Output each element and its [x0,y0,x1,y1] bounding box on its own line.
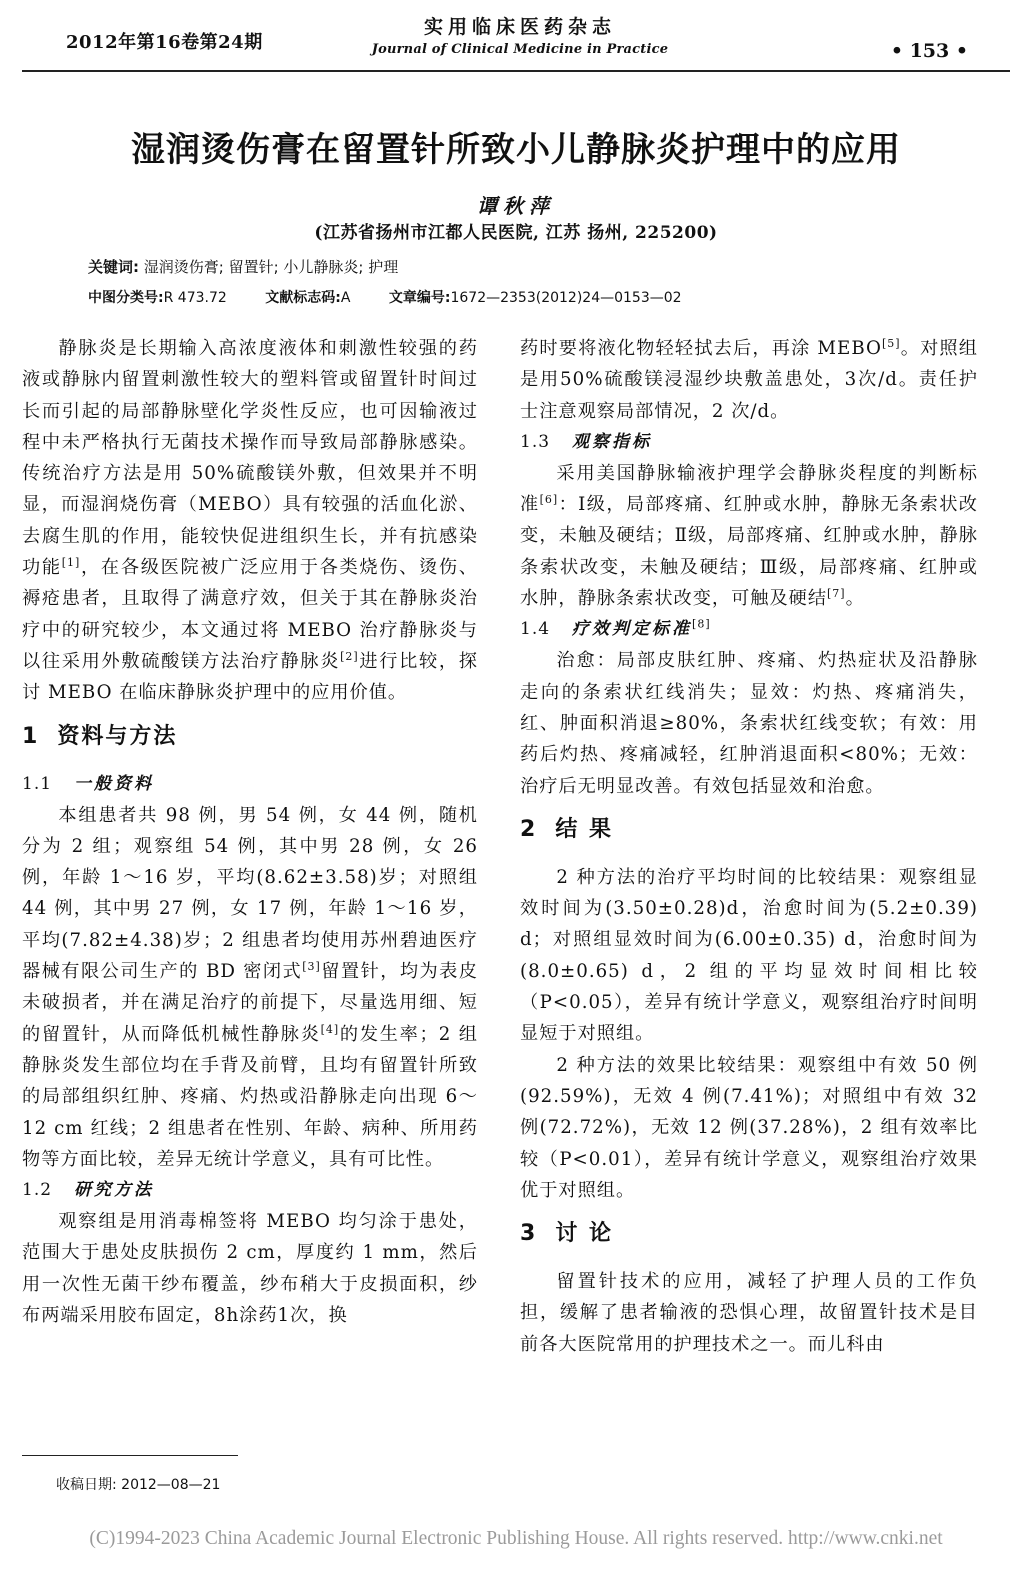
journal-masthead [300,12,740,57]
intro-paragraph: 静脉炎是长期输入高浓度液体和刺激性较强的药液或静脉内留置刺激性较大的塑料管或留置针时间过长而引起的局部静脉壁化学炎性反应，也可因输液过程中未严格执行无菌技术操作而导致局部静脉感染。传统治疗方法是用 50%硫酸镁外敷，但效果并不明显，而湿润烧伤膏（MEBO）具有较强的活血化淤、去腐生肌的作用，能较快促进组织生长，并有抗感染功能[1]，在各级医院被广泛应用于各类烧伤、烫伤、褥疮患者，且取得了满意疗效，但关于其在静脉炎治疗中的研究较少，本文通过将 MEBO 治疗静脉炎与以往采用外敷硫酸镁方法治疗静脉炎[2]进行比较，探讨 MEBO 在临床静脉炎护理中的应用价值。 [22,338,478,704]
section-1-3-heading: 1.3 观察指标 [520,431,653,452]
section-1-1-paragraph: 本组患者共 98 例，男 54 例，女 44 例，随机分为 2 组；观察组 54 例，其中男 28 例，女 26 例，年龄 1～16 岁，平均(8.62±3.58)岁；对照组 44 例，其中男 27 例，女 17 例，年龄 1～16 岁，平均(7.82±4.38)岁；2 组患者均使用苏州碧迪医疗器械有限公司生产的 BD 密闭式[3]留置针，均为表皮未破损者，并在满足治疗的前提下，尽量选用细、短的留置针，从而降低机械性静脉炎[4]的发生率；2 组静脉炎发生部位均在手背及前臂，且均有留置针所致的局部组织红肿、疼痛、灼热或沿静脉走向出现 6～12 cm 红线；2 组患者在性别、年龄、病种、所用药物等方面比较，差异无统计学意义，具有可比性。 [22,804,478,1170]
section-1-4-paragraph: 治愈：局部皮肤红肿、疼痛、灼热症状及沿静脉走向的条索状红线消失；显效：灼热、疼痛消失，红、肿面积消退≥80%，条索状红线变软；有效：用药后灼热、疼痛减轻，红肿消退面积<80%；无效：治疗后无明显改善。有效包括显效和治愈。 [520,650,978,797]
ref-5: [5] [881,336,901,350]
issue-info: 2012年第16卷第24期 [66,32,263,53]
section-1-2-heading: 1.2 研究方法 [22,1180,155,1201]
section-1-2-continued: 药时要将液化物轻轻拭去后，再涂 MEBO[5]。对照组是用50%硫酸镁浸湿纱块敷盖患处，3次/d。责任护士注意观察局部情况，2 次/d。 [520,336,978,422]
ref-2: [2] [340,649,359,663]
ref-7: [7] [827,587,846,601]
author-affiliation: (江苏省扬州市江都人民医院, 江苏 扬州, 225200) [314,223,718,243]
article-author: 谭秋萍 [477,194,555,218]
page-number: • 153 • [890,40,968,62]
ref-1: [1] [61,556,81,570]
copyright-watermark: (C)1994-2023 China Academic Journal Electronic Publishing House. All rights reserved. http://www.cnki.net [89,1528,943,1549]
ref-8: [8] [692,617,711,631]
class-label: 中图分类号: [88,290,164,306]
section-1-4-heading: 1.4 疗效判定标准[8] [520,617,711,640]
received-date: 收稿日期: 2012—08—21 [56,1477,221,1493]
section-1-heading: 1 资料与方法 [22,723,178,749]
footnote-divider [22,1455,238,1456]
doc-code-value: A [340,290,351,306]
keywords-line [88,256,398,277]
section-2-heading: 2 结 果 [520,816,613,842]
journal-title-en: Journal of Clinical Medicine in Practice [371,42,669,57]
discussion-paragraph: 留置针技术的应用，减轻了护理人员的工作负担，缓解了患者输液的恐惧心理，故留置针技术是目前各大医院常用的护理技术之一。而儿科由 [520,1271,978,1355]
section-1-1-heading: 1.1 一般资料 [22,773,155,794]
section-1-2-paragraph: 观察组是用消毒棉签将 MEBO 均匀涂于患处，范围大于患处皮肤损伤 2 cm，厚度约 1 mm，然后用一次性无菌干纱布覆盖，纱布稍大于皮损面积，纱布两端采用胶布固定，8h涂药1次，换 [22,1211,478,1327]
ref-6: [6] [539,493,559,507]
classification-line [88,287,716,307]
journal-title-cn: 实用临床医药杂志 [423,16,616,38]
results-paragraph-2: 2 种方法的效果比较结果：观察组中有效 50 例(92.59%)，无效 4 例(7.41%)；对照组中有效 32 例(72.72%)，无效 12 例(37.28%)，2 组有效率比较（P<0.01），差异有统计学意义，观察组治疗效果优于对照组。 [520,1054,978,1201]
article-no-value: 1672—2353(2012)24—0153—02 [450,290,682,306]
class-value: R 473.72 [163,290,227,306]
article-title: 湿润烫伤膏在留置针所致小儿静脉炎护理中的应用 [131,130,901,170]
right-column [520,333,978,1360]
results-paragraph-1: 2 种方法的治疗平均时间的比较结果：观察组显效时间为(3.50±0.28)d，治愈时间为(5.2±0.39) d；对照组显效时间为(6.00±0.35) d，治愈时间为(8.0±0.65) d，2 组的平均显效时间相比较（P<0.05），差异有统计学意义，观察组治疗时间明显短于对照组。 [520,866,978,1045]
header-divider [22,70,1010,72]
article-no-label: 文章编号: [388,290,451,306]
ref-3: [3] [302,959,321,973]
section-3-heading: 3 讨 论 [520,1221,613,1247]
keywords-label: 关键词: [88,258,139,276]
ref-4: [4] [320,1022,340,1036]
keywords-value: 湿润烫伤膏; 留置针; 小儿静脉炎; 护理 [143,258,399,276]
doc-code-label: 文献标志码: [265,290,341,306]
left-column [22,333,478,1331]
section-1-3-paragraph: 采用美国静脉输液护理学会静脉炎程度的判断标准[6]：Ⅰ级，局部疼痛、红肿或水肿，静脉无条索状改变，未触及硬结；Ⅱ级，局部疼痛、红肿或水肿，静脉条索状改变，未触及硬结；Ⅲ级，局部疼痛、红肿或水肿，静脉条索状改变，可触及硬结[7]。 [520,462,978,610]
